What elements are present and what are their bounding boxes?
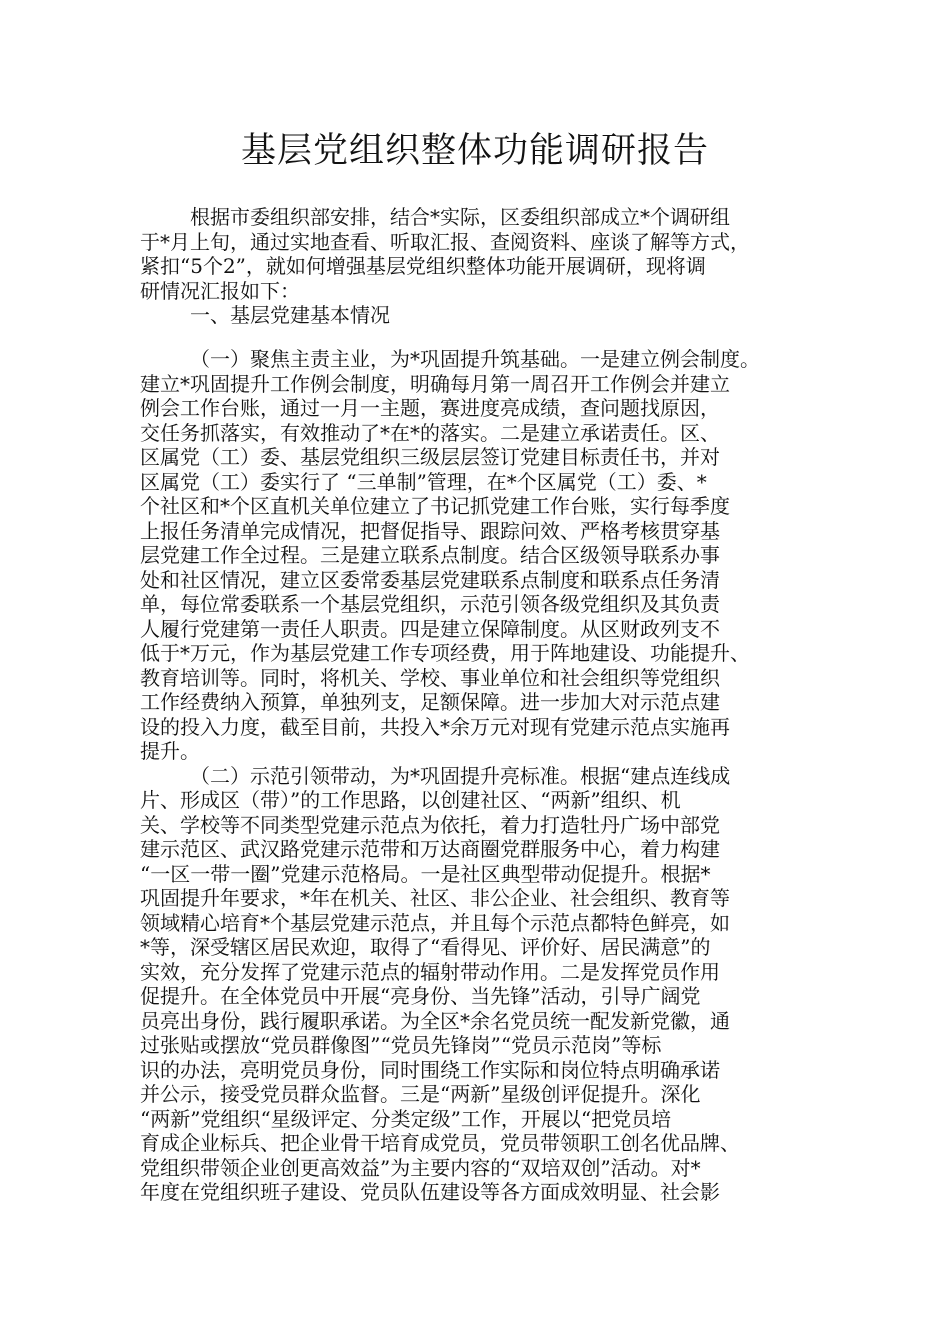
text-line: 育成企业标兵、把企业骨干培育成党员，党员带领职工创名优品牌、 xyxy=(140,1131,740,1155)
text-line: 个社区和*个区直机关单位建立了书记抓党建工作台账，实行每季度 xyxy=(140,494,730,518)
text-line: 建立*巩固提升工作例会制度，明确每月第一周召开工作例会并建立 xyxy=(140,371,730,396)
intro-paragraph xyxy=(140,205,830,328)
text-line: 教育培训等。同时，将机关、学校、事业单位和社会组织等党组织 xyxy=(140,665,720,690)
text-line: 例会工作台账，通过一月一主题，赛进度亮成绩，查问题找原因， xyxy=(140,396,720,420)
text-line: “两新”党组织“星级评定、分类定级”工作，开展以“把党员培 xyxy=(140,1106,672,1131)
section-heading: 一、基层党建基本情况 xyxy=(190,303,390,327)
text-line: 实效，充分发挥了党建示范点的辐射带动作用。二是发挥党员作用 xyxy=(140,959,720,984)
text-line: 识的办法，亮明党员身份，同时围绕工作实际和岗位特点明确承诺 xyxy=(140,1057,720,1082)
text-line: 提升。 xyxy=(140,739,200,763)
text-line: 层党建工作全过程。三是建立联系点制度。结合区级领导联系办事 xyxy=(140,543,720,567)
text-line: 根据市委组织部安排，结合*实际，区委组织部成立*个调研组 xyxy=(190,205,730,229)
text-line: 片、形成区（带）”的工作思路，以创建社区、“两新”组织、机 xyxy=(140,788,681,812)
text-line: （一）聚焦主责主业，为*巩固提升筑基础。一是建立例会制度。 xyxy=(190,347,760,371)
text-line: 交任务抓落实，有效推动了*在*的落实。二是建立承诺责任。区、 xyxy=(140,420,720,445)
text-line: 单，每位常委联系一个基层党组织，示范引领各级党组织及其负责 xyxy=(140,592,720,616)
text-line: 关、学校等不同类型党建示范点为依托，着力打造牡丹广场中部党 xyxy=(140,812,720,837)
text-line: 处和社区情况，建立区委常委基层党建联系点制度和联系点任务清 xyxy=(140,567,720,592)
text-line: 区属党（工）委、基层党组织三级层层签订党建目标责任书，并对 xyxy=(140,445,720,469)
text-line: 促提升。在全体党员中开展“亮身份、当先锋”活动，引导广阔党 xyxy=(140,984,701,1008)
text-line: 上报任务清单完成情况，把督促指导、跟踪问效、严格考核贯穿基 xyxy=(140,518,720,543)
text-line: 领域精心培育*个基层党建示范点，并且每个示范点都特色鲜亮，如 xyxy=(140,910,730,935)
text-line: 年度在党组织班子建设、党员队伍建设等各方面成效明显、社会影 xyxy=(140,1180,720,1204)
text-line: 并公示，接受党员群众监督。三是“两新”星级创评促提升。深化 xyxy=(140,1082,701,1106)
text-line: 党组织带领企业创更高效益”为主要内容的“双培双创”活动。对* xyxy=(140,1155,701,1180)
text-line: 建示范区、武汉路党建示范带和万达商圈党群服务中心，着力构建 xyxy=(140,837,720,861)
text-line: 于*月上旬，通过实地查看、听取汇报、查阅资料、座谈了解等方式， xyxy=(140,229,750,254)
text-line: （二）示范引领带动，为*巩固提升亮标准。根据“建点连线成 xyxy=(190,763,731,788)
text-line: 设的投入力度，截至目前，共投入*余万元对现有党建示范点实施再 xyxy=(140,714,730,739)
text-line: 紧扣“5个2”，就如何增强基层党组织整体功能开展调研，现将调 xyxy=(140,254,706,278)
document-title: 基层党组织整体功能调研报告 xyxy=(240,131,709,171)
text-line: 过张贴或摆放“党员群像图”“党员先锋岗”“党员示范岗”等标 xyxy=(140,1033,662,1057)
paragraph-1 xyxy=(140,347,830,1205)
text-line: 低于*万元，作为基层党建工作专项经费，用于阵地建设、功能提升、 xyxy=(140,641,750,665)
text-line: “一区一带一圈”党建示范格局。一是社区典型带动促提升。根据* xyxy=(140,861,711,886)
text-line: 巩固提升年要求，*年在机关、社区、非公企业、社会组织、教育等 xyxy=(140,886,730,910)
text-line: 工作经费纳入预算，单独列支，足额保障。进一步加大对示范点建 xyxy=(140,690,720,714)
text-line: 员亮出身份，践行履职承诺。为全区*余名党员统一配发新党徽，通 xyxy=(140,1008,730,1033)
text-line: 人履行党建第一责任人职责。四是建立保障制度。从区财政列支不 xyxy=(140,616,720,641)
text-line: 区属党（工）委实行了 “三单制”管理，在*个区属党（工）委、* xyxy=(140,469,707,494)
text-line: 研情况汇报如下： xyxy=(140,278,300,303)
text-line: *等，深受辖区居民欢迎，取得了“看得见、评价好、居民满意”的 xyxy=(140,935,711,959)
